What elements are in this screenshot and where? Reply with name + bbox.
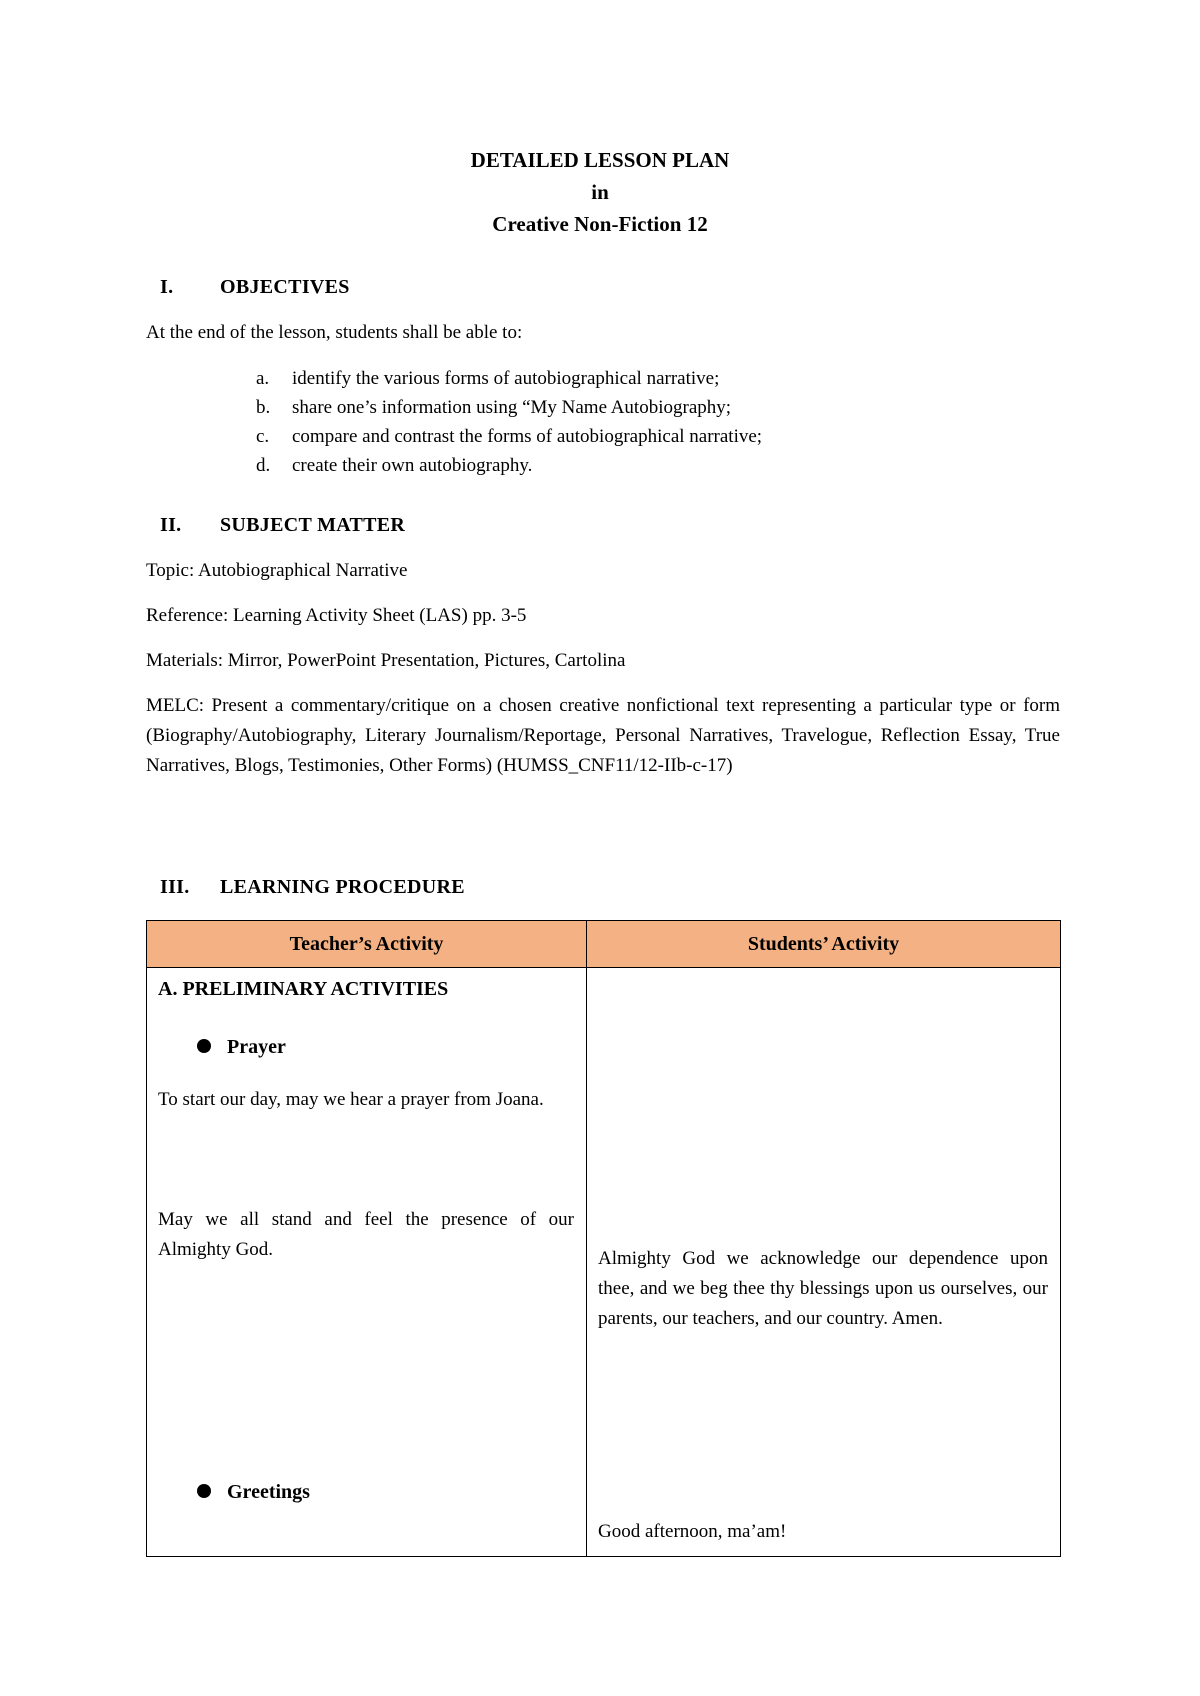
objective-text: identify the various forms of autobiographical narrative; [292,368,720,389]
students-activity-header: Students’ Activity [587,921,1061,968]
list-marker: c. [256,426,270,447]
objective-item [256,426,762,448]
objective-item [256,397,731,419]
students-activity-cell [587,968,1061,1557]
greetings-label: Greetings [227,1481,310,1503]
preliminary-activities-heading: A. PRELIMINARY ACTIVITIES [158,978,449,1000]
teacher-activity-cell [147,968,587,1557]
prayer-label: Prayer [227,1036,286,1058]
document-title-connector: in [591,180,609,204]
section-number: II. [160,514,182,536]
objective-text: create their own autobiography. [292,455,533,476]
procedure-heading [160,876,465,899]
materials-line: Materials: Mirror, PowerPoint Presentation, Pictures, Cartolina [146,650,626,671]
list-marker: a. [256,368,270,389]
prayer-response: Almighty God we acknowledge our dependence upon thee, and we beg thee thy blessings upon us ourselves, our parents, our teachers, and our country. Amen. [598,1248,1048,1329]
section-number: III. [160,876,190,898]
table-row [147,968,1061,1557]
section-title: OBJECTIVES [220,276,350,298]
objective-text: share one’s information using “My Name Autobiography; [292,397,732,418]
bullet-icon [197,1484,211,1498]
greeting-response: Good afternoon, ma’am! [598,1521,787,1542]
objective-text: compare and contrast the forms of autobiographical narrative; [292,426,763,447]
subject-matter-heading [160,514,405,537]
objective-item [256,455,532,477]
objective-item [256,368,719,390]
list-marker: b. [256,397,271,418]
greetings-bullet [197,1481,310,1504]
stand-instruction: May we all stand and feel the presence of our Almighty God. [158,1209,574,1260]
reference-line: Reference: Learning Activity Sheet (LAS) pp. 3-5 [146,605,527,626]
prayer-bullet [197,1036,286,1059]
section-number: I. [160,276,174,298]
document-title: DETAILED LESSON PLAN [470,148,730,172]
document-subject: Creative Non-Fiction 12 [492,212,708,236]
bullet-icon [197,1039,211,1053]
objectives-heading [160,276,350,299]
objectives-intro: At the end of the lesson, students shall be able to: [146,322,523,343]
topic-line: Topic: Autobiographical Narrative [146,560,408,581]
prayer-instruction: To start our day, may we hear a prayer from Joana. [158,1089,544,1110]
list-marker: d. [256,455,271,476]
section-title: LEARNING PROCEDURE [220,876,465,898]
melc-paragraph: MELC: Present a commentary/critique on a chosen creative nonfictional text representing a particular type or form (Biography/Autobiography, Literary Journalism/Reportage, Personal Narratives, Travelogue, Reflection Essay, True Narratives, Blogs, Testimonies, Other Forms) (HUMSS_CNF11/12-IIb-c-17) [146,695,1060,776]
table-header-row [147,921,1061,968]
section-title: SUBJECT MATTER [220,514,406,536]
procedure-table [146,920,1061,1557]
teacher-activity-header: Teacher’s Activity [147,921,587,968]
